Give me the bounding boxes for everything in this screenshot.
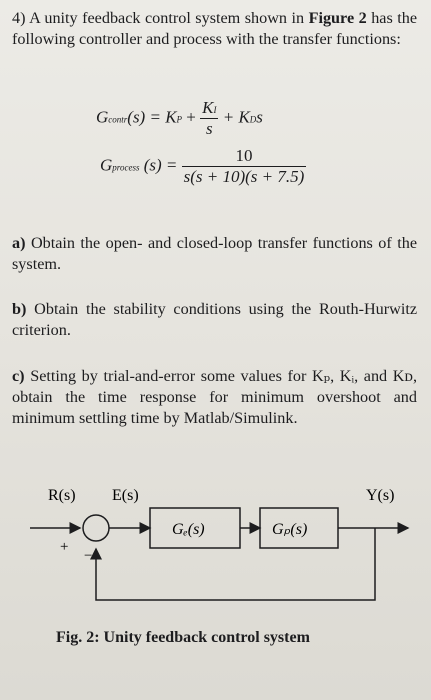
summing-junction xyxy=(83,515,109,541)
figure-caption: Fig. 2: Unity feedback control system xyxy=(56,629,310,646)
part-b: b) Obtain the stability conditions using the Routh-Hurwitz criterion. xyxy=(12,300,418,339)
controller-equation: Gcontr(s) = KP + $\frac{KI}{s}$ + KDs xyxy=(96,98,263,138)
plus-sign: + xyxy=(60,539,69,555)
feedback-path xyxy=(96,528,375,600)
process-fraction: $\frac{10}{s(s + 10)(s + 7.5)}$ xyxy=(183,146,305,186)
e-label: E(s) xyxy=(112,487,139,504)
problem-number: 4) xyxy=(12,9,26,27)
y-label: Y(s) xyxy=(366,487,395,504)
controller-label: Gₑ(s) xyxy=(172,521,205,538)
process-label: Gₚ(s) xyxy=(272,521,308,538)
problem-intro: A unity feedback control system shown in xyxy=(29,9,305,27)
part-a: a) Obtain the open- and closed-loop transfer functions of the system. xyxy=(12,234,418,273)
ki-fraction: $\frac{KI}{s}$ xyxy=(202,98,217,138)
problem-intro-continued: has the following controller and process with the transfer functions: xyxy=(12,9,418,48)
r-label: R(s) xyxy=(48,487,76,504)
figure-reference: Figure 2 xyxy=(308,9,367,27)
process-equation: Gprocess (s) = $\frac{10}{s(s + 10)(s + 7.5)}$ xyxy=(100,146,305,186)
part-c: c) Setting by trial-and-error some values for Kₚ, Kᵢ, and Kᴅ, obtain the time response for minimum overshoot and minimum settling time by Matlab/Simulink. xyxy=(12,367,417,427)
minus-sign: − xyxy=(84,548,93,564)
